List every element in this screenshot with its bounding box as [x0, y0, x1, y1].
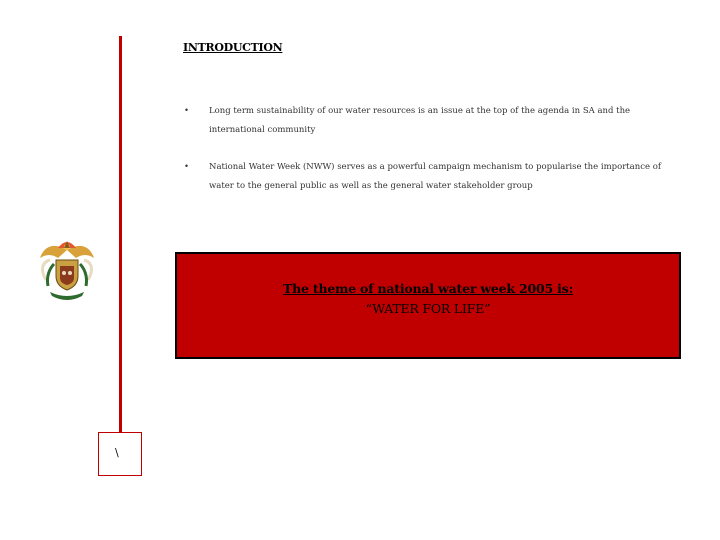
- bullet-marker: •: [184, 162, 190, 172]
- slide-title: INTRODUCTION: [183, 41, 283, 54]
- bullet-text: National Water Week (NWW) serves as a powerful campaign mechanism to popularise the importance of water to the general public as well as the general water stakeholder group: [209, 162, 661, 191]
- theme-heading: The theme of national water week 2005 is:: [283, 281, 573, 296]
- coat-of-arms-icon: [36, 236, 98, 304]
- bullet-text: Long term sustainability of our water resources is an issue at the top of the agenda in SA and the international community: [209, 106, 631, 135]
- theme-box: [175, 252, 681, 359]
- bullet-item: [184, 102, 684, 140]
- bullet-marker: •: [184, 106, 190, 116]
- bullet-item: [184, 158, 684, 196]
- corner-box: [98, 432, 142, 476]
- bullet-list: [184, 102, 684, 214]
- corner-text: \: [115, 446, 119, 459]
- theme-slogan: “WATER FOR LIFE”: [365, 301, 491, 316]
- vertical-red-line: [119, 36, 122, 476]
